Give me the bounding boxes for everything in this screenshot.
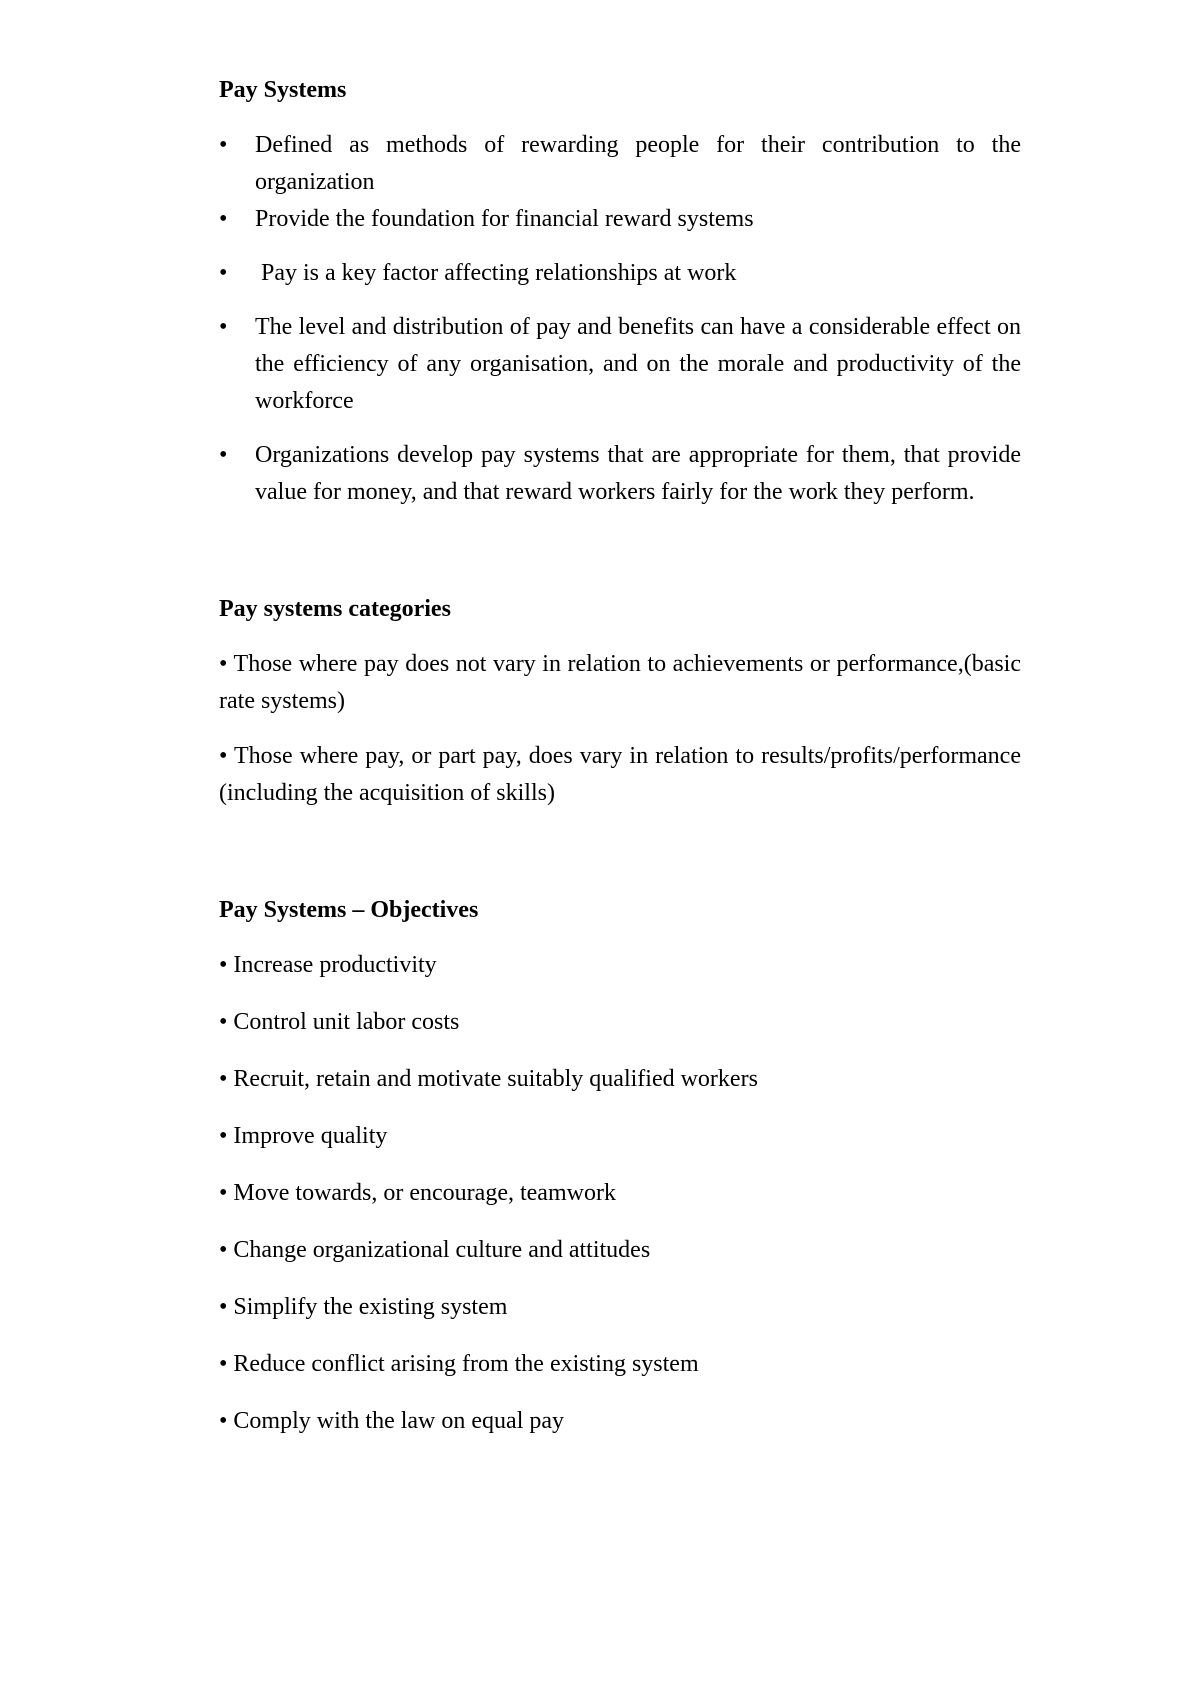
objective-item: • Reduce conflict arising from the existing system (219, 1351, 699, 1377)
objective-item: • Improve quality (219, 1123, 388, 1149)
section-pay-categories (219, 591, 1021, 812)
list-item-text: Organizations develop pay systems that are appropriate for them, that provide value for money, and that reward workers fairly for the work they perform. (255, 442, 1021, 505)
list-item (219, 255, 1021, 292)
objective-item: • Change organizational culture and attitudes (219, 1237, 651, 1263)
bullet-icon: • (219, 314, 228, 340)
bullet-icon: • (219, 442, 228, 468)
bullet-icon: • (219, 132, 228, 158)
section-heading: Pay Systems – Objectives (219, 897, 479, 923)
list-item (219, 127, 1021, 201)
list-item (219, 201, 1021, 238)
objective-item: • Increase productivity (219, 952, 437, 978)
objective-item: • Recruit, retain and motivate suitably qualified workers (219, 1066, 758, 1092)
list-item (219, 309, 1021, 420)
objective-item: • Comply with the law on equal pay (219, 1408, 565, 1434)
section-heading: Pay systems categories (219, 596, 451, 622)
bullet-list (219, 127, 1021, 511)
list-item (219, 437, 1021, 511)
objective-item: • Simplify the existing system (219, 1294, 508, 1320)
category-item: • Those where pay, or part pay, does vary in relation to results/profits/performance (including the acquisition of skills) (219, 743, 1021, 806)
category-item: • Those where pay does not vary in relation to achievements or performance,(basic rate systems) (219, 651, 1021, 714)
section-objectives (219, 892, 1021, 1440)
list-item-text: Defined as methods of rewarding people for their contribution to the organization (255, 132, 1021, 195)
document-body (219, 72, 1021, 1440)
list-item-text: Pay is a key factor affecting relationships at work (261, 260, 737, 286)
section-pay-systems (219, 72, 1021, 511)
bullet-icon: • (219, 260, 228, 286)
objective-item: • Control unit labor costs (219, 1009, 460, 1035)
list-item-text: Provide the foundation for financial reward systems (255, 206, 754, 232)
objective-item: • Move towards, or encourage, teamwork (219, 1180, 616, 1206)
bullet-icon: • (219, 206, 228, 232)
list-item-text: The level and distribution of pay and benefits can have a considerable effect on the efficiency of any organisation, and on the morale and productivity of the workforce (255, 314, 1021, 414)
section-heading: Pay Systems (219, 77, 347, 103)
